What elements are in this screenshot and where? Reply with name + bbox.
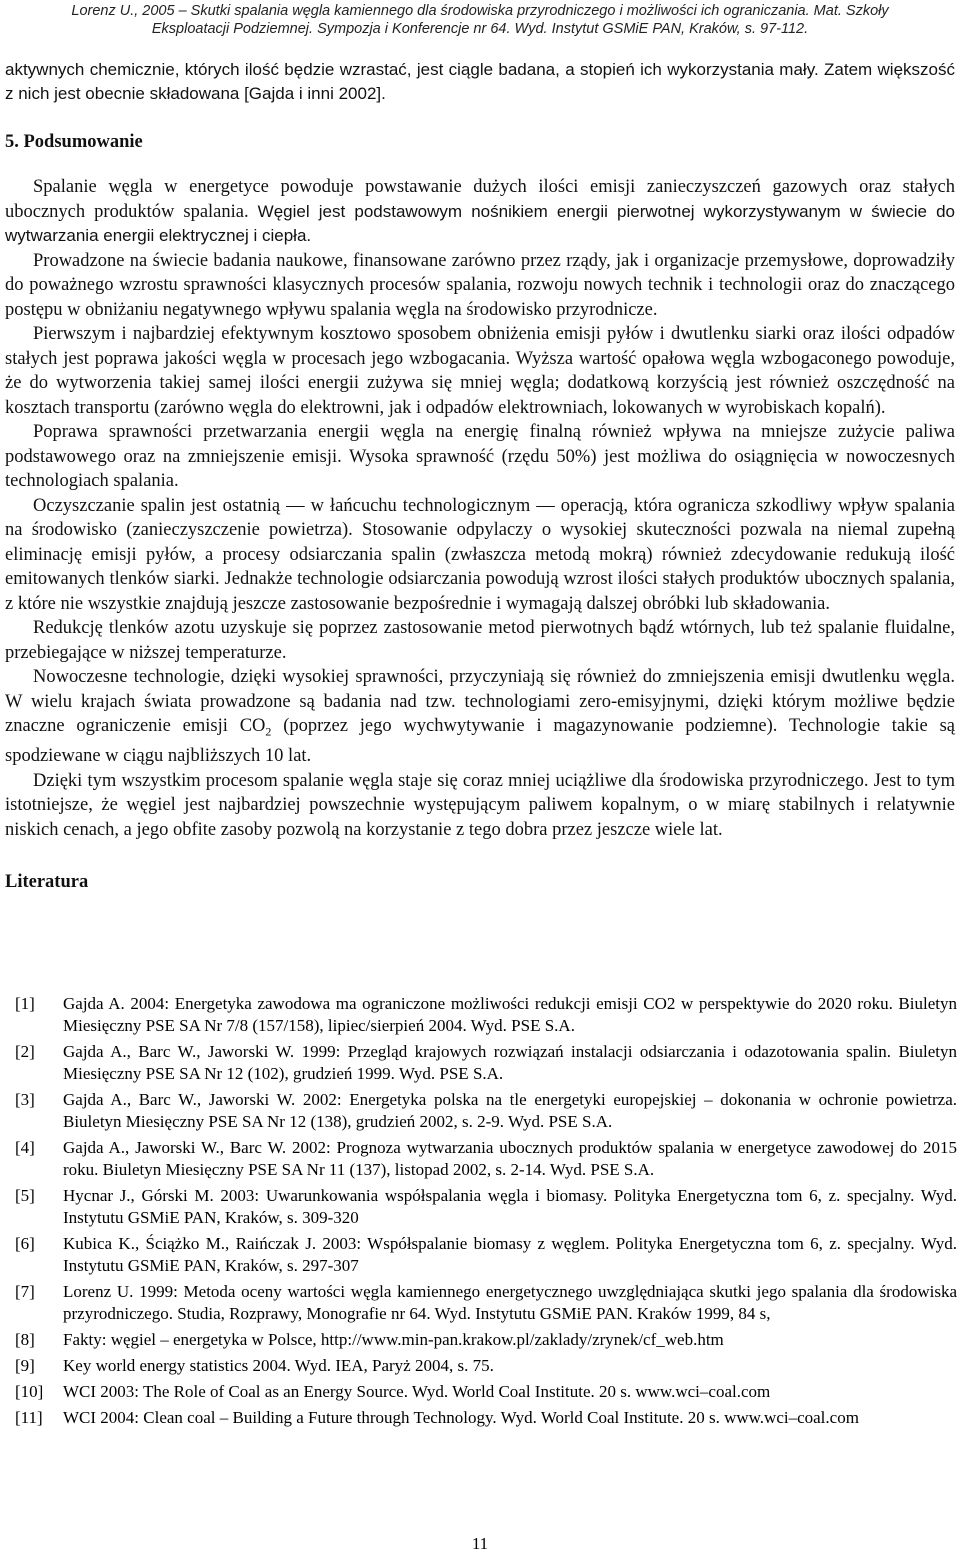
reference-item [5, 1233, 957, 1277]
reference-number: [5] [15, 1186, 35, 1205]
reference-number: [1] [15, 994, 35, 1013]
paragraph-7-part-a: Nowoczesne technologie, dzięki wysokiej sprawności, przyczyniają się również do zmniejszenia emisji dwutlenku węgla. W wielu krajach świata prowadzone są badania nad tzw. technologiami zero-emisyjnymi, dzięki którym możliwe będzie znaczne ograniczenie emisji CO [5, 667, 955, 736]
reference-text: Fakty: węgiel – energetyka w Polsce, http://www.min-pan.krakow.pl/zaklady/zrynek/cf_web.htm [63, 1330, 724, 1349]
reference-item [5, 1355, 957, 1377]
reference-number: [4] [15, 1138, 35, 1157]
paragraph-5: Oczyszczanie spalin jest ostatnią — w łańcuchu technologicznym — operacją, która ogranicza szkodliwy wpływ spalania na środowisko (zanieczyszczenie powietrza). Stosowanie odpylaczy o wysokiej skuteczności pozwala na niemal zupełną eliminację emisji pyłów, a procesy odsiarczania spalin (zwłaszcza metodą mokrą) również zdecydowanie redukują ilość emitowanych tlenków siarki. Jednakże technologie odsiarczania powodują wzrost ilości stałych produktów ubocznych spalania, z które nie wszystkie znajdują jeszcze zastosowanie bezpośrednie i wymagają dalszej obróbki lub składowania. [5, 495, 955, 614]
reference-item [5, 993, 957, 1037]
reference-text: Gajda A., Barc W., Jaworski W. 1999: Przegląd krajowych rozwiązań instalacji odsiarczania i odazotowania spalin. Biuletyn Miesięczny PSE SA Nr 12 (102), grudzień 1999. Wyd. PSE S.A. [63, 1042, 957, 1083]
running-header-line-2: Eksploatacji Podziemnej. Sympozja i Konferencje nr 64. Wyd. Instytut GSMiE PAN, Kraków, s. 97-112. [151, 21, 809, 37]
main-content [5, 58, 955, 893]
references-list [5, 993, 957, 1433]
running-header-line-1: Lorenz U., 2005 – Skutki spalania węgla kamiennego dla środowiska przyrodniczego i możliwości ich ograniczania. Mat. Szkoły [71, 3, 889, 19]
running-header [0, 2, 960, 38]
reference-item [5, 1185, 957, 1229]
paragraph-4: Poprawa sprawności przetwarzania energii węgla na energię finalną również wpływa na mniejsze zużycie paliwa podstawowego oraz na zmniejszenie emisji. Wysoka sprawność (rzędu 50%) jest możliwa do osiągnięcia w nowoczesnych technologiach spalania. [5, 422, 955, 491]
reference-item [5, 1407, 957, 1429]
reference-number: [3] [15, 1090, 35, 1109]
section-title: 5. Podsumowanie [5, 132, 143, 152]
reference-text: WCI 2003: The Role of Coal as an Energy Source. Wyd. World Coal Institute. 20 s. www.wci–coal.com [63, 1382, 771, 1401]
reference-item [5, 1041, 957, 1085]
page-number: 11 [471, 1534, 489, 1553]
paragraph-3: Pierwszym i najbardziej efektywnym kosztowo sposobem obniżenia emisji pyłów i dwutlenku siarki oraz ilości odpadów stałych jest poprawa jakości węgla w procesach jego wzbogacania. Wyższa wartość opałowa węgla wzbogaconego powoduje, że do wytworzenia takiej samej ilości energii zużywa się mniej węgla; dodatkową korzyścią jest również oszczędność na kosztach transportu (zarówno węgla do elektrowni, jak i odpadów elektrowniach, lokowanych w wyrobiskach kopalń). [5, 324, 955, 418]
reference-text: Lorenz U. 1999: Metoda oceny wartości węgla kamiennego energetycznego uwzględniająca skutki jego spalania dla środowiska przyrodniczego. Studia, Rozprawy, Monografie nr 64. Wyd. Instytutu GSMiE PAN. Kraków 1999, 84 s, [63, 1282, 957, 1323]
reference-text: Key world energy statistics 2004. Wyd. IEA, Paryż 2004, s. 75. [63, 1356, 494, 1375]
paragraph-6: Redukcję tlenków azotu uzyskuje się poprzez zastosowanie metod pierwotnych bądź wtórnych, lub też spalanie fluidalne, przebiegające w niższej temperaturze. [5, 618, 955, 663]
reference-number: [11] [15, 1408, 43, 1427]
reference-number: [6] [15, 1234, 35, 1253]
paragraph-8: Dzięki tym wszystkim procesom spalanie węgla staje się coraz mniej uciążliwe dla środowiska przyrodniczego. Jest to tym istotniejsze, że węgiel jest najbardziej powszechnie występującym paliwem kopalnym, o w miarę stabilnych i relatywnie niskich cenach, a jego obfite zasoby pozwolą na korzystanie z tego dobra przez jeszcze wiele lat. [5, 770, 955, 840]
paragraph-1-part-b: Węgiel jest podstawowym nośnikiem energii pierwotnej wykorzystywanym w świecie do wytwarzania energii elektrycznej i ciepła. [5, 201, 955, 245]
reference-number: [7] [15, 1282, 35, 1301]
paragraph-1-part-a: Spalanie węgla w energetyce powoduje powstawanie dużych ilości emisji zanieczyszczeń gazowych oraz stałych ubocznych produktów spalania. [5, 177, 955, 222]
reference-text: Gajda A., Barc W., Jaworski W. 2002: Energetyka polska na tle energetyki europejskiej – dokonania w ochronie powietrza. Biuletyn Miesięczny PSE SA Nr 12 (138), grudzień 2002, s. 2-9. Wyd. PSE S.A. [63, 1090, 957, 1131]
reference-number: [2] [15, 1042, 35, 1061]
references-title: Literatura [5, 872, 89, 893]
reference-number: [9] [15, 1356, 35, 1375]
reference-item [5, 1089, 957, 1133]
co2-subscript: 2 [265, 724, 272, 739]
paragraph-7-part-b: (poprzez jego wychwytywanie i magazynowanie podziemne). Technologie takie są spodziewane w ciągu najbliższych 10 lat. [5, 716, 955, 767]
reference-number: [10] [15, 1382, 44, 1401]
reference-text: Gajda A., Jaworski W., Barc W. 2002: Prognoza wytwarzania ubocznych produktów spalania w energetyce zawodowej do 2015 roku. Biuletyn Miesięczny PSE SA Nr 11 (137), listopad 2002, s. 2-14. Wyd. PSE S.A. [63, 1138, 957, 1179]
intro-paragraph: aktywnych chemicznie, których ilość będzie wzrastać, jest ciągle badana, a stopień ich wykorzystania mały. Zatem większość z nich jest obecnie składowana [Gajda i inni 2002]. [5, 60, 955, 103]
reference-text: Hycnar J., Górski M. 2003: Uwarunkowania współspalania węgla i biomasy. Polityka Energetyczna tom 6, z. specjalny. Wyd. Instytutu GSMiE PAN, Kraków, s. 309-320 [63, 1186, 957, 1227]
reference-item [5, 1137, 957, 1181]
reference-number: [8] [15, 1330, 35, 1349]
reference-item [5, 1329, 957, 1351]
reference-item [5, 1281, 957, 1325]
reference-text: Gajda A. 2004: Energetyka zawodowa ma ograniczone możliwości redukcji emisji CO2 w perspektywie do 2020 roku. Biuletyn Miesięczny PSE SA Nr 7/8 (157/158), lipiec/sierpień 2004. Wyd. PSE S.A. [63, 994, 957, 1035]
reference-text: WCI 2004: Clean coal – Building a Future through Technology. Wyd. World Coal Institute. 20 s. www.wci–coal.com [63, 1408, 859, 1427]
paragraph-1 [5, 175, 955, 249]
reference-text: Kubica K., Ściążko M., Raińczak J. 2003: Współspalanie biomasy z węglem. Polityka Energetyczna tom 6, z. specjalny. Wyd. Instytutu GSMiE PAN, Kraków, s. 297-307 [63, 1234, 957, 1275]
paragraph-7 [5, 665, 955, 769]
reference-item [5, 1381, 957, 1403]
paragraph-2: Prowadzone na świecie badania naukowe, finansowane zarówno przez rządy, jak i organizacje przemysłowe, doprowadziły do poważnego wzrostu sprawności klasycznych procesów spalania, rozwoju nowych technik i technologii oraz do znaczącego postępu w obniżaniu negatywnego wpływu spalania węgla na środowisko przyrodnicze. [5, 250, 955, 320]
